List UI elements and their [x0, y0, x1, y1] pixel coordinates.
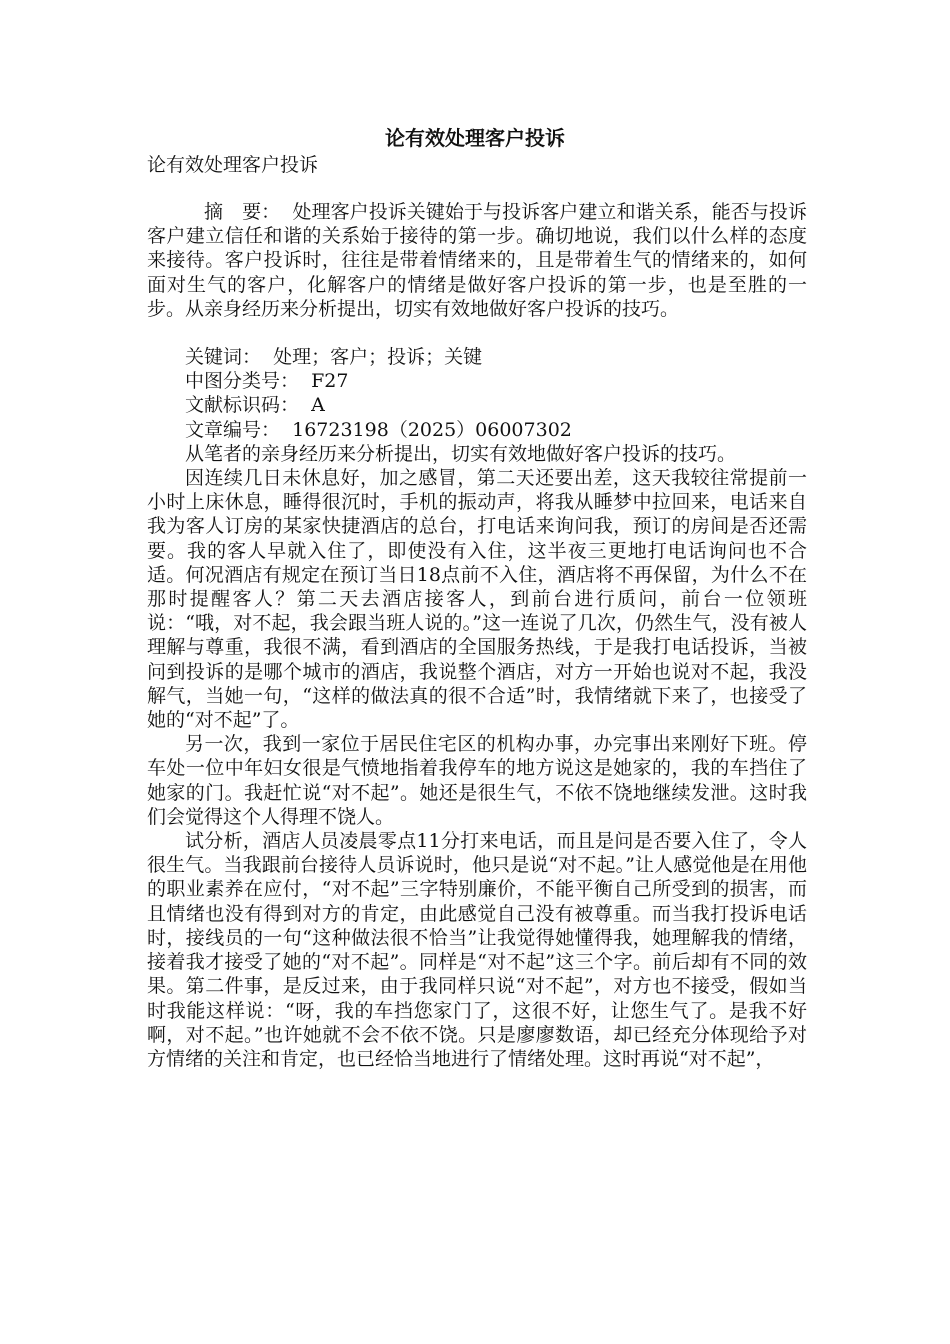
- clc-value: F27: [311, 370, 349, 393]
- body-paragraph: 另一次，我到一家位于居民住宅区的机构办事，办完事出来刚好下班。停车处一位中年妇女很是气愤地指着我停车的地方说这是她家的，我的车挡住了她家的门。我赶忙说“对不起”。她还是很生气，不依不饶地继续发泄。这时我们会觉得这个人得理不饶人。: [147, 733, 807, 828]
- abstract-label: 摘 要：: [204, 201, 281, 223]
- spacer: [147, 321, 807, 345]
- clc-label: 中图分类号：: [185, 370, 300, 393]
- article-no-line: [147, 418, 807, 442]
- doc-code-line: [147, 393, 807, 417]
- document-title: 论有效处理客户投诉: [385, 126, 565, 150]
- doc-code-value: A: [311, 394, 325, 417]
- document-body: [147, 200, 807, 1071]
- article-no-label: 文章编号：: [185, 418, 281, 441]
- keywords-value: 处理；客户；投诉；关键: [273, 346, 483, 369]
- body-paragraph: 从笔者的亲身经历来分析提出，切实有效地做好客户投诉的技巧。: [185, 442, 737, 465]
- article-no-value: 16723198（2025）06007302: [292, 418, 572, 441]
- abstract: [147, 200, 807, 321]
- body-paragraph: 试分析，酒店人员凌晨零点11分打来电话，而且是问是否要入住了，令人很生气。当我跟前台接待人员诉说时，他只是说“对不起。”让人感觉他是在用他的职业素养在应付，“对不起”三字特别廉价，不能平衡自己所受到的损害，而且情绪也没有得到对方的肯定，由此感觉自己没有被尊重。而当我打投诉电话时，接线员的一句“这种做法很不恰当”让我觉得她懂得我，她理解我的情绪，接着我才接受了她的“对不起”。同样是“对不起”这三个字。前后却有不同的效果。第二件事，是反过来，由于我同样只说“对不起”，对方也不接受，假如当时我能这样说：“呀，我的车挡您家门了，这很不好，让您生气了。是我不好啊，对不起。”也许她就不会不依不饶。只是廖廖数语，却已经充分体现给予对方情绪的关注和肯定，也已经恰当地进行了情绪处理。这时再说“对不起”，: [147, 830, 807, 1070]
- body-paragraph: 因连续几日未休息好，加之感冒，第二天还要出差，这天我较往常提前一小时上床休息，睡得很沉时，手机的振动声，将我从睡梦中拉回来，电话来自我为客人订房的某家快捷酒店的总台，打电话来询问我，预订的房间是否还需要。我的客人早就入住了，即使没有入住，这半夜三更地打电话询问也不合适。何况酒店有规定在预订当日18点前不入住，酒店将不再保留，为什么不在那时提醒客人？第二天去酒店接客人，到前台进行质问，前台一位领班说：“哦，对不起，我会跟当班人说的。”这一连说了几次，仍然生气，没有被人理解与尊重，我很不满，看到酒店的全国服务热线，于是我打电话投诉，当被问到投诉的是哪个城市的酒店，我说整个酒店，对方一开始也说对不起，我没解气，当她一句，“这样的做法真的很不合适”时，我情绪就下来了，也接受了她的“对不起”了。: [147, 467, 807, 732]
- abstract-text: 处理客户投诉关键始于与投诉客户建立和谐关系，能否与投诉客户建立信任和谐的关系始于接待的第一步。确切地说，我们以什么样的态度来接待。客户投诉时，往往是带着情绪来的，且是带着生气的情绪来的，如何面对生气的客户，化解客户的情绪是做好客户投诉的第一步，也是至胜的一步。从亲身经历来分析提出，切实有效地做好客户投诉的技巧。: [147, 201, 807, 320]
- clc-line: [147, 369, 807, 393]
- doc-code-label: 文献标识码：: [185, 394, 300, 417]
- document-subtitle: 论有效处理客户投诉: [147, 154, 319, 176]
- keywords-line: [147, 345, 807, 369]
- keywords-label: 关键词：: [185, 346, 262, 369]
